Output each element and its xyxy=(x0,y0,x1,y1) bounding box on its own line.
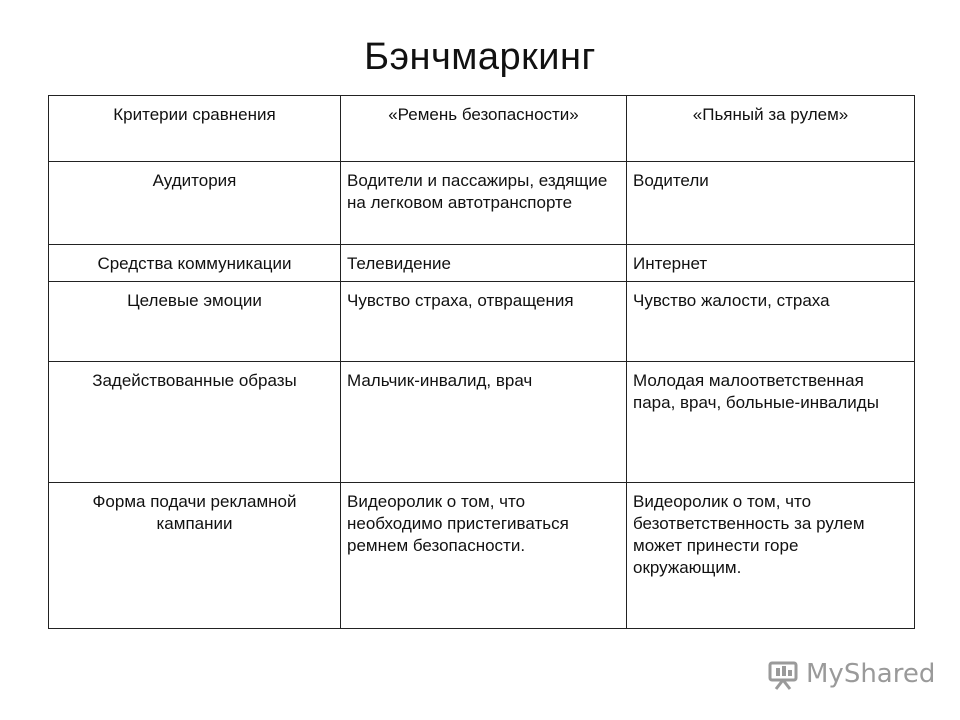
seatbelt-cell: Чувство страха, отвращения xyxy=(341,282,627,362)
table-row xyxy=(49,282,915,362)
watermark-text: MyShared xyxy=(806,659,936,689)
presentation-board-icon xyxy=(766,657,800,691)
header-criteria: Критерии сравнения xyxy=(49,96,341,162)
criteria-cell: Аудитория xyxy=(49,162,341,245)
seatbelt-cell: Водители и пассажиры, ездящие на легковом автотранспорте xyxy=(341,162,627,245)
table-row xyxy=(49,483,915,629)
header-drunk-driver: «Пьяный за рулем» xyxy=(627,96,915,162)
table-row xyxy=(49,245,915,282)
drunk-driver-cell: Интернет xyxy=(627,245,915,282)
criteria-cell: Форма подачи рекламной кампании xyxy=(49,483,341,629)
seatbelt-cell: Телевидение xyxy=(341,245,627,282)
benchmarking-table xyxy=(48,95,915,629)
table-row xyxy=(49,362,915,483)
seatbelt-cell: Видеоролик о том, что необходимо пристегиваться ремнем безопасности. xyxy=(341,483,627,629)
criteria-cell: Задействованные образы xyxy=(49,362,341,483)
drunk-driver-cell: Водители xyxy=(627,162,915,245)
watermark-logo xyxy=(766,657,936,691)
header-seatbelt: «Ремень безопасности» xyxy=(341,96,627,162)
slide-title: Бэнчмаркинг xyxy=(364,36,596,78)
criteria-cell: Целевые эмоции xyxy=(49,282,341,362)
table-header-row xyxy=(49,96,915,162)
seatbelt-cell: Мальчик-инвалид, врач xyxy=(341,362,627,483)
table-row xyxy=(49,162,915,245)
drunk-driver-cell: Молодая малоответственная пара, врач, больные-инвалиды xyxy=(627,362,915,483)
drunk-driver-cell: Чувство жалости, страха xyxy=(627,282,915,362)
drunk-driver-cell: Видеоролик о том, что безответственность за рулем может принести горе окружающим. xyxy=(627,483,915,629)
criteria-cell: Средства коммуникации xyxy=(49,245,341,282)
